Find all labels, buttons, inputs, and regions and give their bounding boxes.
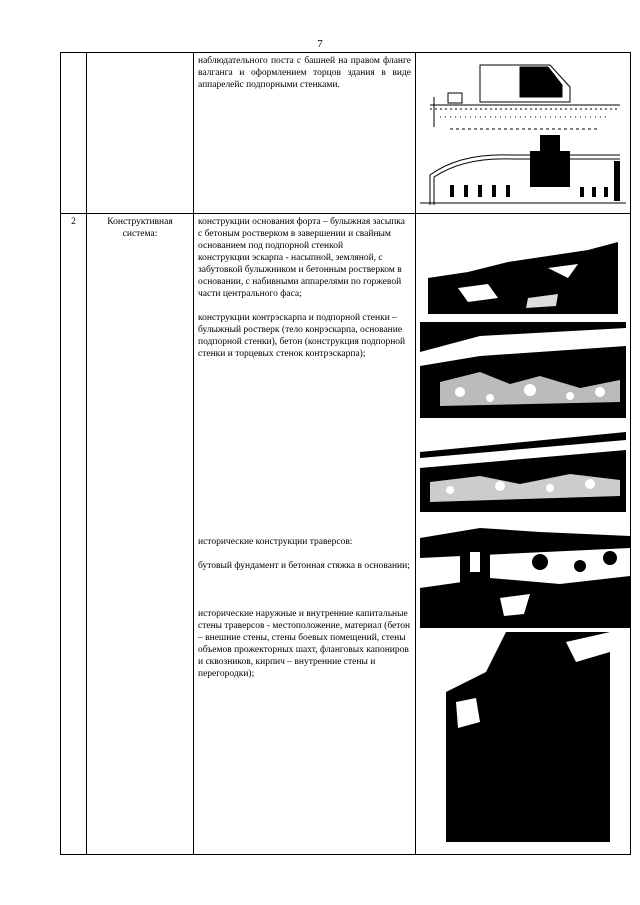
page-number: 7 [317, 38, 323, 50]
description-table [60, 52, 631, 855]
retaining-wall-photo [420, 422, 626, 512]
facade-drawing-image [420, 57, 626, 207]
traverse-heading-paragraph: исторические конструкции траверсов: [198, 537, 353, 547]
escarp-photo [428, 228, 618, 322]
table-row [61, 214, 631, 855]
description-paragraph: наблюдательного поста с башней на правом фланге валганга и оформлением торцов здания в виде аппарелейс подпорными стенками. [198, 56, 411, 90]
escarp-paragraph: конструкции эскарпа - насыпной, земляной, с забутовкой булыжником и бетонным ростверком в основании, с набивными аппарелями по горжевой части центрального фаса; [198, 253, 402, 299]
description-cell [194, 53, 416, 214]
counterscarp-photo [420, 322, 626, 418]
row-number-cell [61, 53, 87, 214]
system-cell [87, 53, 194, 214]
interior-photo [446, 632, 610, 842]
traverse-walls-paragraph: исторические наружные и внутренние капитальные стены траверсов - местоположение, материал (бетон – внешние стены, стены боевых помещений, стены объемов прожекторных шахт, фланговых капониров и сквозников, кирпич – внутренние стены и перегородки); [198, 609, 411, 679]
table-row [61, 53, 631, 214]
counterscarp-paragraph: конструкции контрэскарпа и подпорной стенки – булыжный ростверк (тело конрэскарпа, основание подпорной стенки), бетон (конструкция подпорной стенки и торцевых стенок контрэскарпа); [198, 313, 406, 359]
drawing-cell [416, 53, 631, 214]
traverse-photo [420, 518, 630, 628]
row-number-cell: 2 [61, 214, 87, 855]
photos-cell [416, 214, 631, 855]
traverse-foundation-paragraph: бутовый фундамент и бетонная стяжка в основании; [198, 561, 410, 571]
system-cell: Конструктивная система: [87, 214, 194, 855]
foundation-paragraph: конструкции основания форта – булыжная засыпка с бетоным ростверком в завершении и свайным основанием под подпорной стенкой [198, 217, 405, 251]
description-cell [194, 214, 416, 855]
